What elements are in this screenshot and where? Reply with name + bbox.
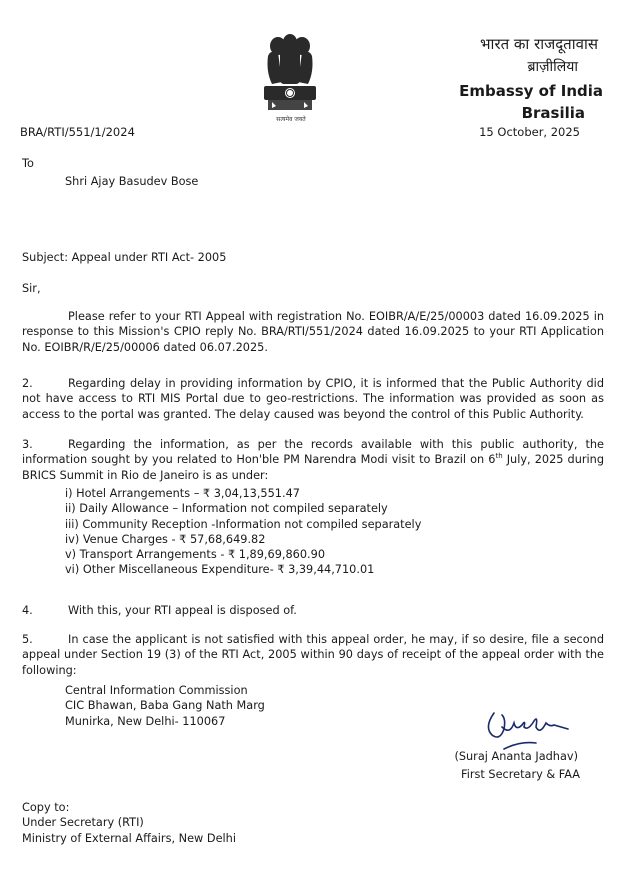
paragraph-3-number: 3. <box>22 438 33 451</box>
address-line: CIC Bhawan, Baba Gang Nath Marg <box>65 699 265 713</box>
paragraph-2 <box>22 376 604 422</box>
address-line: Central Information Commission <box>65 684 248 697</box>
emblem-motto: सत्यमेव जयते <box>276 116 306 123</box>
embassy-city: Brasilia <box>521 104 585 122</box>
list-item: ii) Daily Allowance – Information not compiled separately <box>65 502 388 516</box>
list-item: v) Transport Arrangements - ₹ 1,89,69,860.90 <box>65 548 326 561</box>
commission-address <box>65 683 265 729</box>
to-label: To <box>22 157 34 170</box>
paragraph-4 <box>22 603 297 618</box>
copy-to-label: Copy to: <box>22 801 70 814</box>
letter-date: 15 October, 2025 <box>479 125 580 139</box>
paragraph-3-text: Regarding the information, as per the records available with this public authority, the information sought by you related to Hon'ble PM Narendra Modi visit to Brazil on 6 <box>22 438 604 467</box>
paragraph-5-number: 5. <box>22 633 33 646</box>
paragraph-1 <box>22 309 604 355</box>
embassy-title: Embassy of India <box>459 82 603 100</box>
paragraph-5-text: In case the applicant is not satisfied with this appeal order, he may, if so desire, file a second appeal under Section 19 (3) of the RTI Act, 2005 within 90 days of receipt of the appeal order with the following: <box>22 633 604 677</box>
reference-number: BRA/RTI/551/1/2024 <box>20 125 135 139</box>
ordinal-suffix: th <box>495 452 503 461</box>
paragraph-5 <box>22 632 604 678</box>
national-emblem-icon <box>258 32 322 128</box>
hindi-city: ब्राज़ीलिया <box>527 59 578 75</box>
list-item: i) Hotel Arrangements – ₹ 3,04,13,551.47 <box>65 487 300 500</box>
paragraph-1-text: Please refer to your RTI Appeal with registration No. EOIBR/A/E/25/00003 dated 16.09.2025 in response to this Mission's CPIO reply No. BRA/RTI/551/2024 dated 16.09.2025 to your RTI Application No. EOIBR/R/E/25/00006 dated 06.07.2025. <box>22 310 604 354</box>
hindi-embassy-title: भारत का राजदूतावास <box>480 35 598 53</box>
copy-to-line: Under Secretary (RTI) <box>22 816 144 830</box>
list-item: iv) Venue Charges - ₹ 57,68,649.82 <box>65 532 266 546</box>
list-item: iii) Community Reception -Information not compiled separately <box>65 517 422 531</box>
paragraph-4-number: 4. <box>22 604 33 617</box>
signature-image <box>480 705 572 753</box>
expenditure-list <box>65 486 421 578</box>
copy-to-line: Ministry of External Affairs, New Delhi <box>22 831 236 845</box>
list-item: vi) Other Miscellaneous Expenditure- ₹ 3,39,44,710.01 <box>65 563 375 577</box>
paragraph-2-text: Regarding delay in providing information by CPIO, it is informed that the Public Authority did not have access to RTI MIS Portal due to geo-restrictions. The information was provided as soon as access to the portal was granted. The delay caused was beyond the control of this Public Authority. <box>22 377 604 421</box>
paragraph-2-number: 2. <box>22 377 33 390</box>
subject-line: Subject: Appeal under RTI Act- 2005 <box>22 251 227 264</box>
copy-to-block <box>22 800 236 846</box>
paragraph-3 <box>22 437 604 483</box>
signatory-designation: First Secretary & FAA <box>461 768 580 781</box>
paragraph-3-text-cont: July, 2025 during BRICS Summit in Rio de Janeiro is as under: <box>22 453 604 482</box>
paragraph-4-text: With this, your RTI appeal is disposed of. <box>68 604 297 617</box>
address-line: Munirka, New Delhi- 110067 <box>65 714 226 728</box>
salutation: Sir, <box>22 282 41 295</box>
addressee-name: Shri Ajay Basudev Bose <box>65 175 199 188</box>
signatory-name: (Suraj Ananta Jadhav) <box>454 750 578 763</box>
